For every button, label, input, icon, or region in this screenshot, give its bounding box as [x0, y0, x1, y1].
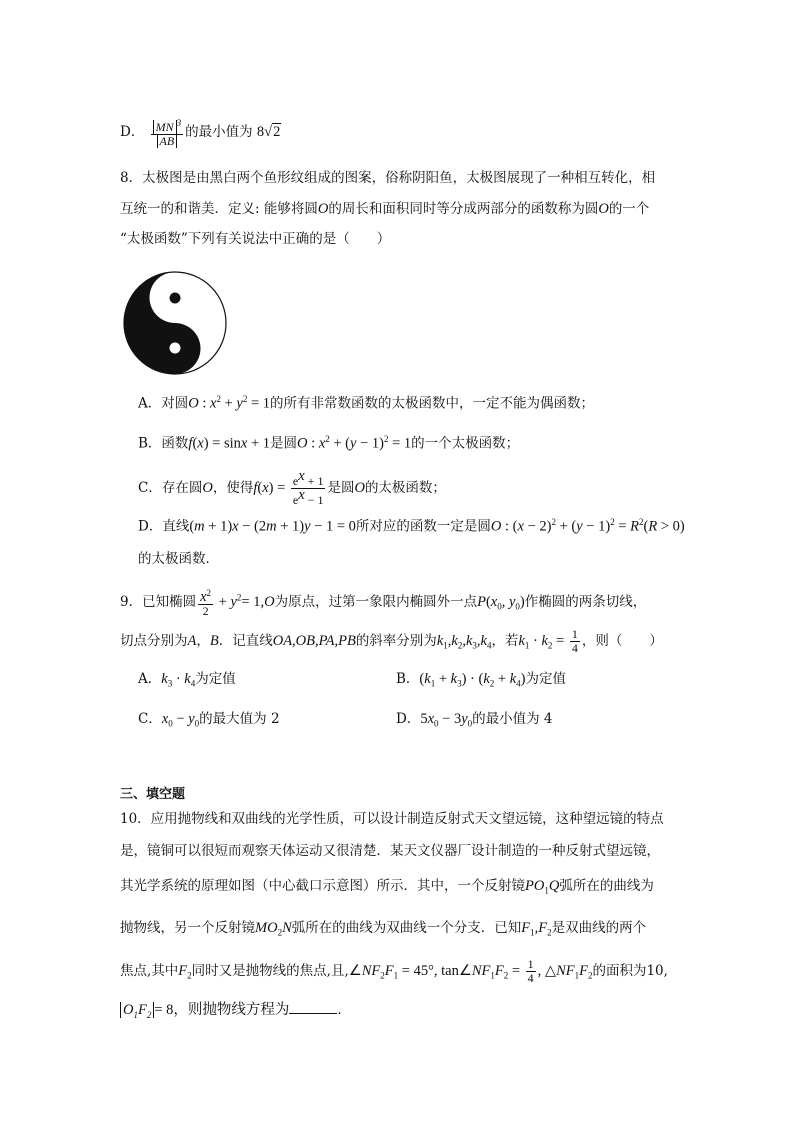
q8-option-a: A．对圆O : $x^2 + y^2 = 1$的所有非常数函数的太极函数中，一定不能为偶函数；	[138, 394, 595, 412]
q9-option-a: A．$k_3 \cdot k_4$为定值	[138, 671, 236, 689]
answer-blank[interactable]	[289, 1001, 337, 1014]
q9-option-b: B．$(k_1 + k_3) \cdot (k_2 + k_4)$为定值	[396, 671, 566, 689]
q8-option-d-cont: 的太极函数．	[138, 551, 219, 567]
q8-option-d: D．直线(m + 1)x − (2m + 1)y − 1 = 0所对应的函数一定是圆O : $(x - 2)^2 + (y - 1)^2 = R^2(R > 0)$	[138, 517, 685, 535]
q10-line2: 是，镜铜可以很短而观察天体运动又很清楚．某天文仪器厂设计制造的一种反射式望远镜，	[120, 843, 660, 859]
q10-line4: 抛物线，另一个反射镜$MO_2N$弧所在的曲线为双曲线一个分支．已知$F_1,F_2$是双曲线的两个	[120, 920, 647, 938]
q9-option-d: D．$5x_0 - 3y_0$的最小值为 4	[396, 711, 553, 729]
q8-option-c: C．存在圆O，使得f(x) = $\frac{e^x + 1}{e^x - 1}$ 是圆O的太极函数；	[138, 468, 446, 507]
yin-yang-icon	[123, 271, 227, 375]
q9-option-c: C．$x_0 - y_0$的最大值为 2	[138, 711, 280, 729]
prev-option-d: D． $\frac{MN ^3}{AB}$ 的最小值为 8√2	[120, 118, 281, 148]
section-heading: 三、填空题	[120, 787, 186, 802]
q8-option-b: B．函数f(x) = sinx + 1是圆O : $x^2 + (y - 1)^2 = 1$的一个太极函数；	[138, 434, 520, 452]
q10-line6: $O_1F_2 = 8$，则抛物线方程为 ．	[120, 1000, 351, 1025]
q8-line2: 互统一的和谐美．定义: 能够将圆O的周长和面积同时等分成两部分的函数称为圆O的一个	[120, 201, 650, 217]
q10-line5: 焦点,其中$F_2$同时又是抛物线的焦点,且$,\angle NF_2F_1 = 45^\circ$, $\tan\angle NF_1F_2$ = $\frac{1}{4}$ , $\triangle NF_1F_2$的面积为10,	[120, 957, 668, 985]
q8-line1: 8．太极图是由黑白两个鱼形纹组成的图案，俗称阴阳鱼，太极图展现了一种相互转化，相	[120, 170, 656, 186]
q10-line3: 其光学系统的原理如图（中心截口示意图）所示．其中，一个反射镜$PO_1Q$弧所在的曲线为	[120, 878, 654, 896]
q9-line2: 切点分别为A，B．记直线OA,OB,PA,PB的斜率分别为$k_1,k_2,k_3,k_4$，若$k_1 \cdot k_2$ = $\frac{1}{4}$ ，则（ ）	[120, 627, 663, 655]
q9-line1: 9．已知椭圆 $\frac{x^2}{2}$ + $y^2= 1,O$为原点，过第一象限内椭圆外一点$P(x_0$, $y_0$)作椭圆的两条切线，	[120, 588, 647, 618]
q10-line1: 10．应用抛物线和双曲线的光学性质，可以设计制造反射式天文望远镜，这种望远镜的特点	[120, 811, 664, 827]
q8-line3: “太极函数”下列有关说法中正确的是（ ）	[120, 231, 391, 247]
